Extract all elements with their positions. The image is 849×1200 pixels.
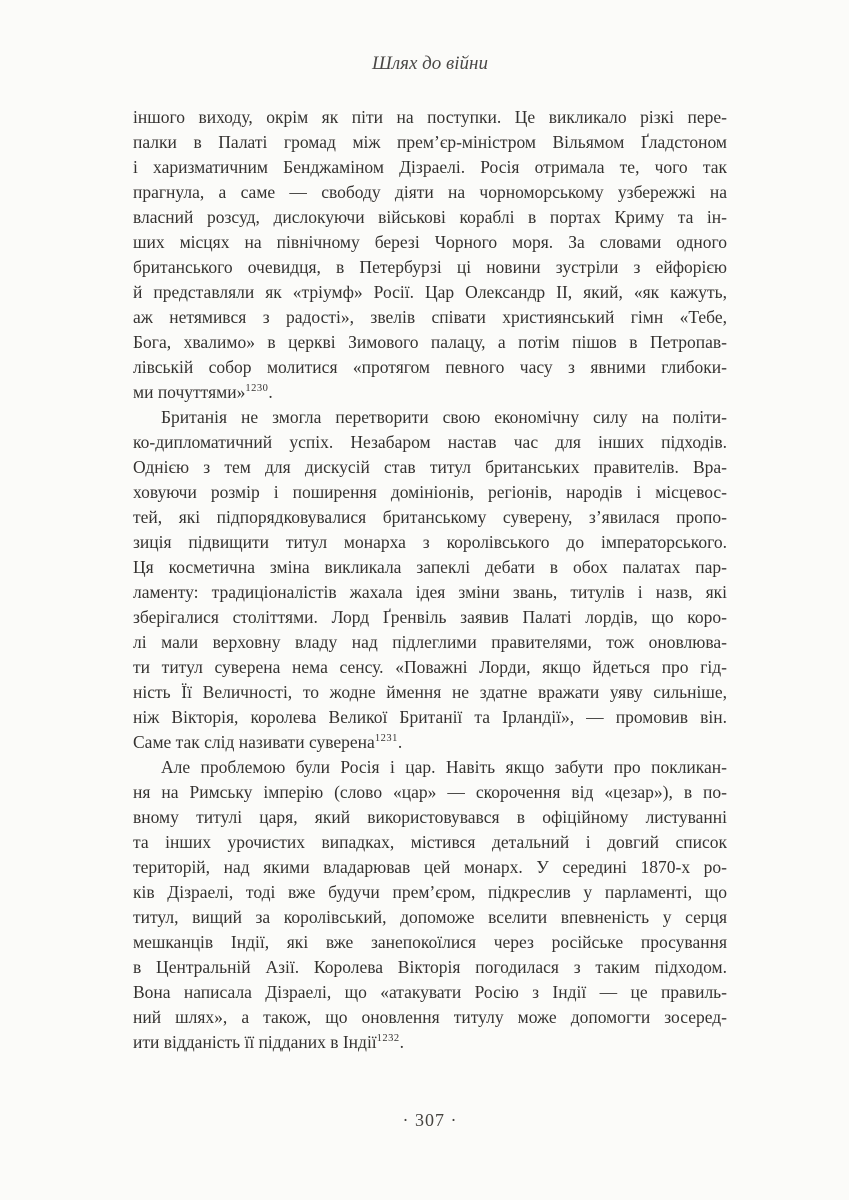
text-line bbox=[133, 530, 727, 555]
text-line bbox=[133, 380, 727, 405]
text-line bbox=[133, 480, 727, 505]
line-text: Бога, хвалимо» в церкві Зимового палацу, а потім пішов в Петропав- bbox=[133, 332, 727, 352]
line-text: Ця косметична зміна викликала запеклі дебати в обох палатах пар- bbox=[133, 557, 727, 577]
text-line bbox=[133, 155, 727, 180]
text-line bbox=[133, 630, 727, 655]
line-text: ти титул суверена нема сенсу. «Поважні Лорди, якщо йдеться про гід- bbox=[133, 657, 727, 677]
page-text bbox=[133, 105, 727, 1055]
line-text: палки в Палаті громад між прем’єр-міністром Вільямом Ґладстоном bbox=[133, 132, 727, 152]
line-text: ко-дипломатичний успіх. Незабаром настав час для інших підходів. bbox=[133, 432, 727, 452]
text-line bbox=[133, 680, 727, 705]
line-text: аж нетямився з радості», звелів співати християнський гімн «Тебе, bbox=[133, 307, 727, 327]
text-line bbox=[133, 280, 727, 305]
text-line bbox=[133, 330, 727, 355]
text-line bbox=[133, 980, 727, 1005]
line-text: Вона написала Дізраелі, що «атакувати Росію з Індії — це правиль- bbox=[133, 982, 727, 1002]
line-text: іншого виходу, окрім як піти на поступки. Це викликало різкі пере- bbox=[133, 107, 727, 127]
line-text: лівській собор молитися «протягом певного часу з явними глибоки- bbox=[133, 357, 727, 377]
text-line bbox=[133, 705, 727, 730]
running-header: Шлях до війни bbox=[372, 53, 488, 74]
line-text: Але проблемою були Росія і цар. Навіть якщо забути про покликан- bbox=[161, 757, 727, 777]
text-line bbox=[133, 305, 727, 330]
line-text: Однією з тем для дискусій став титул британських правителів. Вра- bbox=[133, 457, 727, 477]
line-text: мешканців Індії, які вже занепокоїлися через російське просування bbox=[133, 932, 727, 952]
text-line bbox=[133, 605, 727, 630]
text-line bbox=[133, 405, 727, 430]
text-line bbox=[133, 355, 727, 380]
text-line bbox=[133, 905, 727, 930]
text-line bbox=[133, 930, 727, 955]
text-line bbox=[133, 430, 727, 455]
text-line bbox=[133, 755, 727, 780]
footnote-ref: 1231 bbox=[374, 733, 398, 744]
line-text: ми почуттями» bbox=[133, 382, 246, 402]
text-line bbox=[133, 505, 727, 530]
text-line bbox=[133, 230, 727, 255]
text-line bbox=[133, 580, 727, 605]
line-text: зберігалися століттями. Лорд Ґренвіль заявив Палаті лордів, що коро- bbox=[133, 607, 727, 627]
line-text: Саме так слід називати суверена bbox=[133, 732, 375, 752]
text-line bbox=[133, 1005, 727, 1030]
line-text: ховуючи розмір і поширення домініонів, регіонів, народів і місцевос- bbox=[133, 482, 727, 502]
text-line bbox=[133, 205, 727, 230]
line-text: ня на Римську імперію (слово «цар» — скорочення від «цезар»), в по- bbox=[133, 782, 727, 802]
line-tail: . bbox=[399, 1032, 405, 1052]
page-number: · 307 · bbox=[402, 1110, 458, 1130]
line-tail: . bbox=[268, 382, 273, 402]
line-text: прагнула, а саме — свободу діяти на чорноморському узбережжі на bbox=[133, 182, 727, 202]
line-text: та інших урочистих випадках, містився детальний і довгий список bbox=[133, 832, 727, 852]
text-line bbox=[133, 880, 727, 905]
line-text: ших місцях на північному березі Чорного моря. За словами одного bbox=[133, 232, 727, 252]
footnote-ref: 1230 bbox=[245, 383, 269, 394]
text-line bbox=[133, 830, 727, 855]
text-line bbox=[133, 105, 727, 130]
line-text: британського очевидця, в Петербурзі ці новини зустріли з ейфорією bbox=[133, 257, 727, 277]
line-text: ків Дізраелі, тоді вже будучи прем’єром, підкреслив у парламенті, що bbox=[133, 882, 727, 902]
line-text: і харизматичним Бенджаміном Дізраелі. Росія отримала те, чого так bbox=[133, 157, 727, 177]
text-line bbox=[133, 780, 727, 805]
line-tail: . bbox=[397, 732, 403, 752]
line-text: титул, вищий за королівський, допоможе вселити впевненість у серця bbox=[133, 907, 727, 927]
text-line bbox=[133, 130, 727, 155]
text-line bbox=[133, 730, 727, 755]
text-line bbox=[133, 855, 727, 880]
line-text: й представляли як «тріумф» Росії. Цар Олександр II, який, «як кажуть, bbox=[133, 282, 727, 302]
line-text: Британія не змогла перетворити свою економічну силу на політи- bbox=[161, 407, 727, 427]
line-text: вному титулі царя, який використовувався в офіційному листуванні bbox=[133, 807, 727, 827]
text-line bbox=[133, 555, 727, 580]
line-text: ний шлях», а також, що оновлення титулу може допомогти зосеред- bbox=[133, 1007, 727, 1027]
text-line bbox=[133, 1030, 727, 1055]
text-line bbox=[133, 180, 727, 205]
footnote-ref: 1232 bbox=[376, 1033, 400, 1044]
text-line bbox=[133, 805, 727, 830]
line-text: в Центральній Азії. Королева Вікторія погодилася з таким підходом. bbox=[133, 957, 727, 977]
line-text: ність Її Величності, то жодне ймення не здатне вражати уяву сильніше, bbox=[133, 682, 727, 702]
text-line bbox=[133, 455, 727, 480]
line-text: зиція підвищити титул монарха з королівського до імператорського. bbox=[133, 532, 727, 552]
text-line bbox=[133, 655, 727, 680]
line-text: ити відданість її підданих в Індії bbox=[133, 1032, 377, 1052]
line-text: ламенту: традиціоналістів жахала ідея зміни звань, титулів і назв, які bbox=[133, 582, 727, 602]
text-line bbox=[133, 255, 727, 280]
paragraph bbox=[133, 755, 727, 1055]
text-line bbox=[133, 955, 727, 980]
line-text: лі мали верховну владу над підлеглими правителями, тож оновлюва- bbox=[133, 632, 727, 652]
paragraph bbox=[133, 105, 727, 405]
line-text: власний розсуд, дислокуючи військові кораблі в портах Криму та ін- bbox=[133, 207, 727, 227]
line-text: ніж Вікторія, королева Великої Британії та Ірландії», — промовив він. bbox=[133, 707, 727, 727]
line-text: територій, над якими владарював цей монарх. У середині 1870-х ро- bbox=[133, 857, 727, 877]
line-text: тей, які підпорядковувалися британському суверену, з’явилася пропо- bbox=[133, 507, 727, 527]
paragraph bbox=[133, 405, 727, 755]
